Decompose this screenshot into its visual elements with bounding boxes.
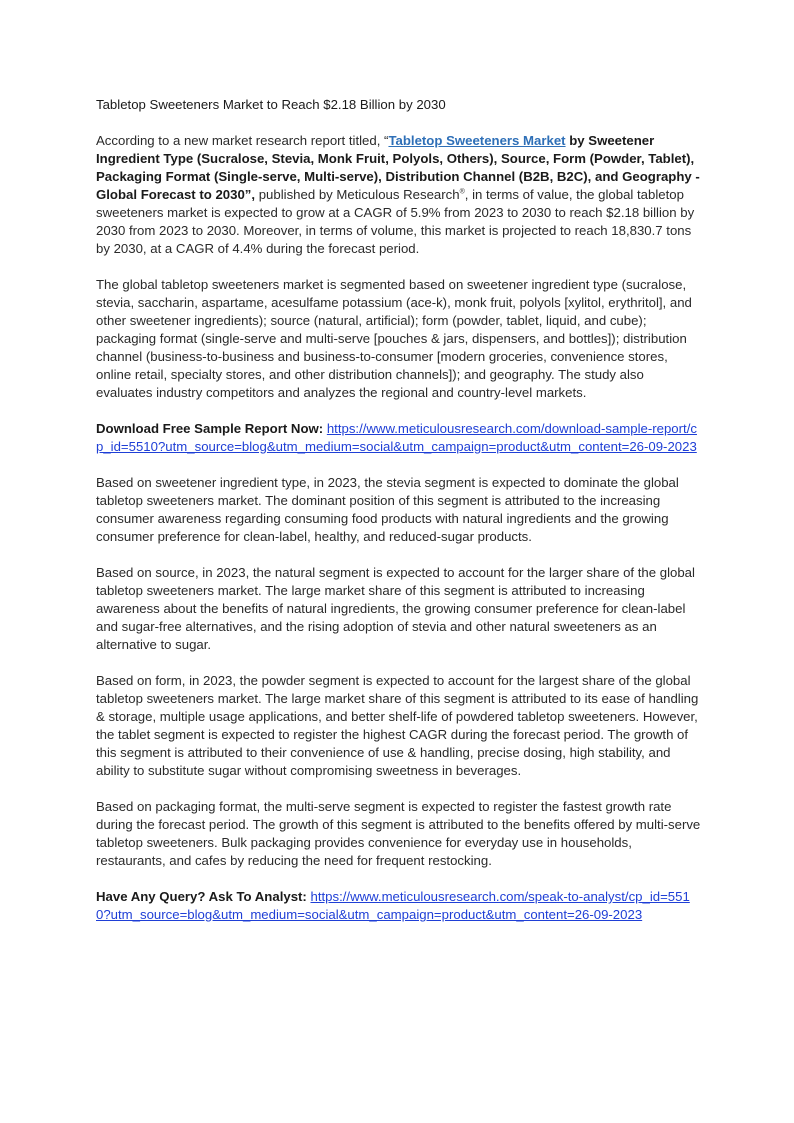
download-sample-label: Download Free Sample Report Now:: [96, 421, 324, 436]
intro-body-text: , in terms of value, the global tabletop sweeteners market is expected to grow at a CAGR of 5.9% from 2023 to 2030 to reach $2.18 billion by 2030 from 2023 to 2030. Moreover, in terms of volume, this market is projected to reach 18,830.7 tons by 2030, at a CAGR of 4.4% during the forecast period.: [96, 187, 695, 256]
registered-mark: ®: [459, 188, 465, 196]
form-paragraph: Based on form, in 2023, the powder segment is expected to account for the largest share of the global tabletop sweeteners market. The large market share of this segment is attributed to its ease of handling & storage, multiple usage applications, and better shelf-life of powdered tabletop sweeteners. However, the tablet segment is expected to register the highest CAGR during the forecast period. The growth of this segment is attributed to their convenience of use & handling, precise dosing, high stability, and ability to substitute sugar without compromising sweetness in beverages.: [96, 673, 699, 778]
intro-prefix: According to a new market research report titled, “: [96, 133, 389, 148]
publisher-text: published by Meticulous Research: [255, 187, 460, 202]
packaging-paragraph: Based on packaging format, the multi-serve segment is expected to register the fastest growth rate during the forecast period. The growth of this segment is attributed to the benefits offered by multi-serve tabletop sweeteners. Bulk packaging provides convenience for everyday use in households, restaurants, and cafes by reducing the need for frequent restocking.: [96, 799, 701, 868]
download-sample-section: [96, 420, 702, 456]
stevia-paragraph: Based on sweetener ingredient type, in 2023, the stevia segment is expected to dominate the global tabletop sweeteners market. The dominant position of this segment is attributed to the increasing consumer awareness regarding consuming food products with natural ingredients and the growing consumer preference for clean-label, healthy, and reduced-sugar products.: [96, 475, 679, 544]
ask-analyst-label: Have Any Query? Ask To Analyst:: [96, 889, 307, 904]
ask-analyst-link[interactable]: https://www.meticulousresearch.com/speak-to-analyst/cp_id=5510?utm_source=blog&utm_medium=social&utm_campaign=product&utm_content=26-09-2023: [96, 889, 690, 922]
download-sample-link[interactable]: https://www.meticulousresearch.com/download-sample-report/cp_id=5510?utm_source=blog&utm_medium=social&utm_campaign=product&utm_content=26-09-2023: [96, 421, 697, 454]
ask-analyst-section: [96, 888, 702, 924]
page-title: Tabletop Sweeteners Market to Reach $2.18 Billion by 2030: [96, 97, 446, 112]
intro-paragraph: [96, 132, 702, 258]
document-page: [96, 96, 702, 942]
source-paragraph: Based on source, in 2023, the natural segment is expected to account for the larger share of the global tabletop sweeteners market. The large market share of this segment is attributed to increasing awareness about the benefits of natural ingredients, the growing consumer preference for clean-label and sugar-free alternatives, and the rising adoption of stevia and other natural sweeteners as an alternative to sugar.: [96, 565, 695, 652]
segmentation-paragraph: The global tabletop sweeteners market is segmented based on sweetener ingredient type (sucralose, stevia, saccharin, aspartame, acesulfame potassium (ace-k), monk fruit, polyols [xylitol, erythritol], and other sweetener ingredients); source (natural, artificial); form (powder, tablet, liquid, and cube); packaging format (single-serve and multi-serve [pouches & jars, dispensers, and bottles]); distribution channel (business-to-business and business-to-consumer [modern groceries, convenience stores, online retail, specialty stores, and other distribution channels]); and geography. The study also evaluates industry competitors and analyzes the regional and country-level markets.: [96, 277, 692, 400]
report-title-text: by Sweetener Ingredient Type (Sucralose, Stevia, Monk Fruit, Polyols, Others), Source, Form (Powder, Tablet), Packaging Format (Single-serve, Multi-serve), Distribution Channel (B2B, B2C), and Geography - Global Forecast to 2030”,: [96, 133, 700, 202]
report-title-link[interactable]: Tabletop Sweeteners Market: [388, 133, 566, 148]
